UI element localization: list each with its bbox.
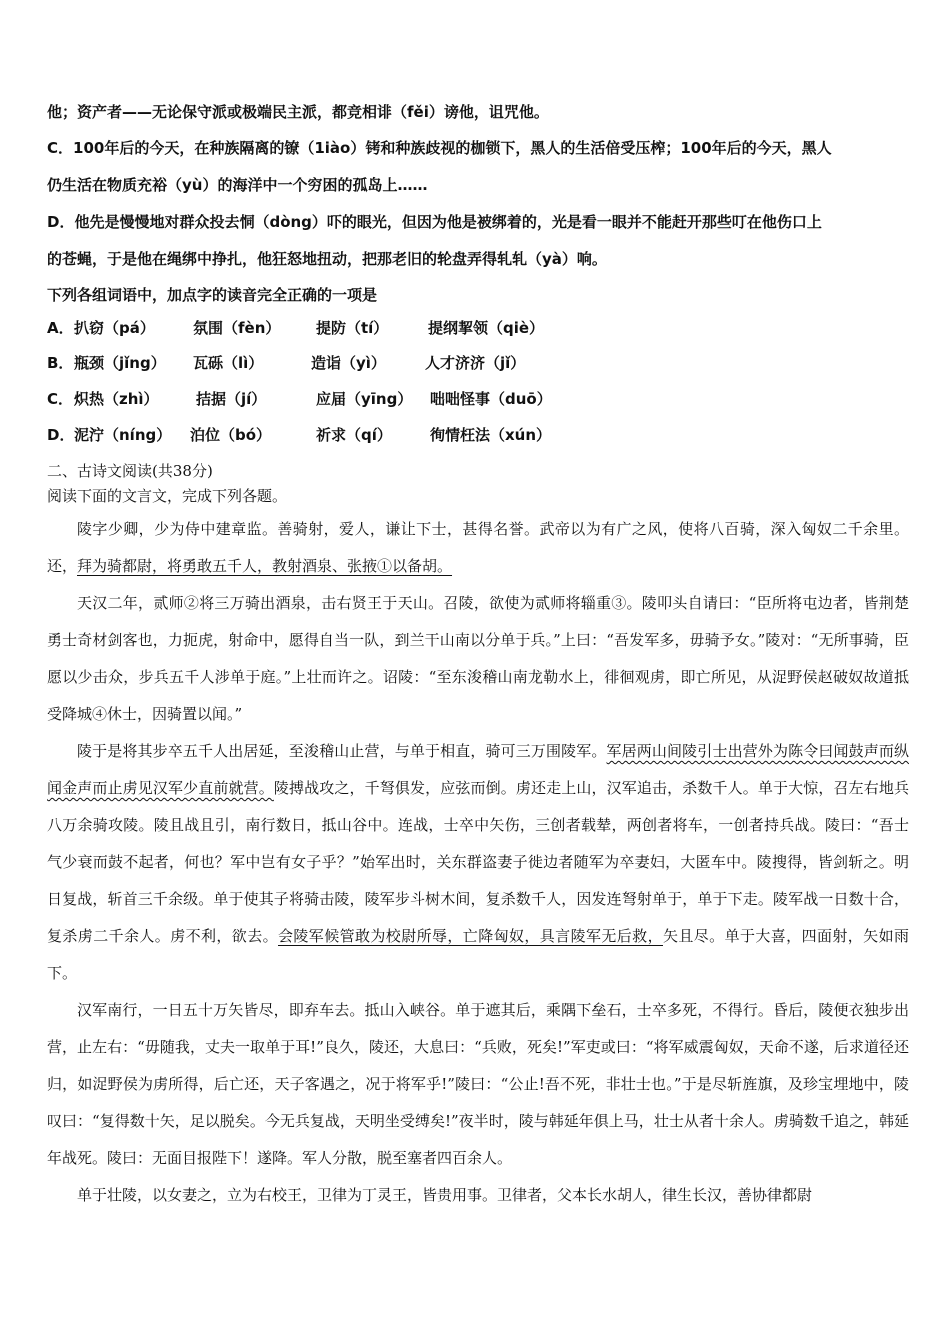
underlined-sentence-1: 拜为骑都尉，将勇敢五千人，教射酒泉、张掖①以备胡。 [77, 557, 453, 575]
word-item: 应届（yīng） [316, 390, 413, 408]
word-item: 瓶颈（jǐng） [74, 354, 166, 372]
passage [47, 511, 909, 1214]
option-c-line-2: 仍生活在物质充裕（yù）的海洋中一个穷困的孤岛上…… [47, 176, 428, 194]
word-item: 炽热（zhì） [74, 390, 159, 408]
word-item: 泥泞（níng） [74, 426, 172, 444]
option-d-line-1: D．他先是慢慢地对群众投去恫（dòng）吓的眼光，但因为他是被绑着的，光是看一眼并不能赶开那些叮在他伤口上 [47, 213, 822, 231]
passage-paragraph-5: 单于壮陵，以女妻之，立为右校王，卫律为丁灵王，皆贵用事。卫律者，父本长水胡人，律生长汉，善协律都尉 [77, 1186, 813, 1204]
option-d [47, 424, 74, 445]
word-item: 祈求（qí） [316, 426, 392, 444]
underlined-sentence-2: 会陵军候管敢为校尉所辱，亡降匈奴，具言陵军无后救， [278, 927, 663, 945]
passage-paragraph-3: 陵于是将其步卒五千人出居延，至浚稽山止营，与单于相直，骑可三万围陵军。军居两山间陵引士出营外为陈令曰闻鼓声而纵闻金声而止虏见汉军少直前就营。陵搏战攻之，千弩俱发，应弦而倒。虏还走上山，汉军追击，杀数千人。单于大惊，召左右地兵八万余骑攻陵。陵且战且引，南行数日，抵山谷中。连战，士卒中矢伤，三创者载辇，两创者将车，一创者持兵战。陵曰：“吾士气少衰而鼓不起者，何也？军中岂有女子乎？”始军出时，关东群盗妻子徙边者随军为卒妻妇，大匿车中。陵搜得，皆剑斩之。明日复战，斩首三千余级。单于使其子将骑击陵，陵军步斗树木间，复杀数千人，因发连弩射单于，单于下走。陵军战一日数十合，复杀虏二千余人。虏不利，欲去。会陵军候管敢为校尉所辱，亡降匈奴，具言陵军无后救，矢且尽。单于大喜，四面射，矢如雨下。 [47, 742, 909, 982]
option-d-line-2: 的苍蝇，于是他在绳绑中挣扎，他狂怒地扭动，把那老旧的轮盘弄得轧轧（yà）响。 [47, 250, 607, 268]
word-item: 提纲挈领（qiè） [428, 319, 545, 337]
section-instruction: 阅读下面的文言文，完成下列各题。 [47, 487, 288, 505]
word-item: 拮据（jí） [196, 390, 267, 408]
question-stem: 下列各组词语中，加点字的读音完全正确的一项是 [47, 286, 378, 304]
passage-paragraph-4: 汉军南行，一日五十万矢皆尽，即弃车去。抵山入峡谷。单于遮其后，乘隅下垒石，士卒多死，不得行。昏后，陵便衣独步出营，止左右：“毋随我，丈夫一取单于耳!”良久，陵还，大息曰：“兵败，死矣!”军吏或曰：“将军威震匈奴，天命不遂，后求道径还归，如浞野侯为虏所得，后亡还，天子客遇之，况于将军乎!”陵曰：“公止!吾不死，非壮士也。”于是尽斩旌旗，及珍宝埋地中，陵叹曰：“复得数十矢，足以脱矣。今无兵复战，天明坐受缚矣!”夜半时，陵与韩延年俱上马，壮士从者十余人。虏骑数千追之，韩延年战死。陵曰：无面目报陛下！遂降。军人分散，脱至塞者四百余人。 [47, 1001, 909, 1167]
option-c [47, 388, 73, 409]
text-line: 他；资产者——无论保守派或极端民主派，都竞相诽（fěi）谤他，诅咒他。 [47, 103, 549, 121]
passage-paragraph-1: 陵字少卿，少为侍中建章监。善骑射，爱人，谦让下士，甚得名誉。武帝以为有广之风，使将八百骑，深入匈奴二千余里。还，拜为骑都尉，将勇敢五千人，教射酒泉、张掖①以备胡。 [47, 520, 909, 575]
passage-paragraph-2: 天汉二年，贰师②将三万骑出酒泉，击右贤王于天山。召陵，欲使为贰师将辎重③。陵叩头自请曰：“臣所将屯边者，皆荆楚勇士奇材剑客也，力扼虎，射命中，愿得自当一队，到兰干山南以分单于兵。”上曰：“吾发军多，毋骑予女。”陵对：“无所事骑，臣愿以少击众，步兵五千人涉单于庭。”上壮而许之。诏陵：“至东浚稽山南龙勒水上，徘徊观虏，即亡所见，从浞野侯赵破奴故道抵受降城④休士，因骑置以闻。” [47, 594, 909, 723]
word-item: 人才济济（jǐ） [425, 354, 526, 372]
option-c-line-1: C．100年后的今天，在种族隔离的镣（1iào）铐和种族歧视的枷锁下，黑人的生活倍受压榨；100年后的今天，黑人 [47, 139, 832, 157]
word-item: 瓦砾（lì） [193, 354, 264, 372]
word-item: 徇情枉法（xún） [430, 426, 552, 444]
word-item: 提防（tí） [316, 319, 389, 337]
option-label: D． [47, 426, 75, 444]
wavy-underlined-sentence: 军居两山间陵引士出营外为陈令曰闻鼓声而纵闻金声而止虏见汉军少直前就营。 [47, 742, 909, 797]
option-label: C． [47, 390, 74, 408]
option-b [47, 352, 73, 373]
option-label: A． [47, 319, 74, 337]
word-item: 造诣（yì） [311, 354, 386, 372]
word-item: 扒窃（pá） [74, 319, 155, 337]
word-item: 氛围（fèn） [193, 319, 281, 337]
section-title: 二、古诗文阅读(共38分) [47, 462, 213, 480]
option-label: B． [47, 354, 74, 372]
word-item: 咄咄怪事（duō） [430, 390, 552, 408]
word-item: 泊位（bó） [190, 426, 272, 444]
option-a [47, 317, 74, 338]
